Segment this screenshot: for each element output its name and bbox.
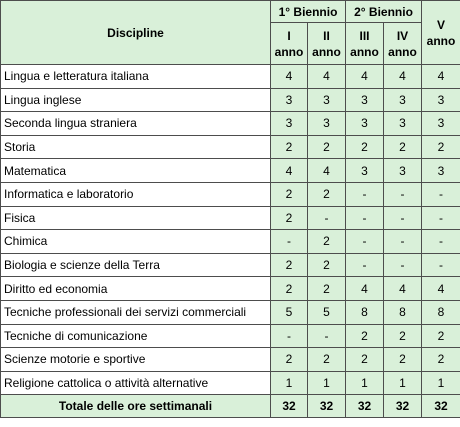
hours-cell: 1 xyxy=(422,371,460,395)
year-word: anno xyxy=(388,44,417,59)
year-roman: III xyxy=(359,28,370,43)
subject-name: Scienze motorie e sportive xyxy=(1,348,271,372)
hours-cell: 2 xyxy=(346,135,384,159)
hours-cell: 2 xyxy=(422,324,460,348)
hours-cell: 3 xyxy=(271,112,308,136)
hours-cell: 1 xyxy=(308,371,346,395)
table-row xyxy=(1,300,460,324)
hours-cell: 4 xyxy=(271,65,308,89)
hours-cell: 2 xyxy=(384,348,422,372)
total-value: 32 xyxy=(271,395,308,418)
year-5-roman: V xyxy=(436,17,445,32)
hours-cell: 2 xyxy=(308,230,346,254)
hours-cell: 8 xyxy=(422,300,460,324)
year-5-header xyxy=(422,1,460,65)
hours-cell: 3 xyxy=(422,159,460,183)
subject-name: Informatica e laboratorio xyxy=(1,182,271,206)
hours-cell: 4 xyxy=(271,159,308,183)
subject-name: Diritto ed economia xyxy=(1,277,271,301)
hours-cell: - xyxy=(346,253,384,277)
hours-cell: - xyxy=(384,206,422,230)
hours-cell: 2 xyxy=(308,135,346,159)
subject-name: Tecniche professionali dei servizi commerciali xyxy=(1,300,271,324)
hours-cell: 8 xyxy=(384,300,422,324)
year-word: anno xyxy=(312,44,341,59)
hours-cell: 1 xyxy=(346,371,384,395)
hours-cell: 2 xyxy=(308,182,346,206)
year-2-header xyxy=(308,23,346,65)
hours-cell: 1 xyxy=(271,371,308,395)
total-value: 32 xyxy=(308,395,346,418)
hours-cell: - xyxy=(384,230,422,254)
hours-cell: 2 xyxy=(346,348,384,372)
hours-cell: 4 xyxy=(308,159,346,183)
hours-cell: 3 xyxy=(308,88,346,112)
hours-cell: 5 xyxy=(271,300,308,324)
hours-cell: 2 xyxy=(271,206,308,230)
hours-cell: 2 xyxy=(308,277,346,301)
hours-cell: 1 xyxy=(384,371,422,395)
year-5-word: anno xyxy=(426,33,456,48)
total-value: 32 xyxy=(384,395,422,418)
hours-cell: - xyxy=(346,230,384,254)
hours-cell: 3 xyxy=(346,159,384,183)
hours-cell: 3 xyxy=(271,88,308,112)
hours-cell: 4 xyxy=(422,65,460,89)
hours-cell: - xyxy=(384,182,422,206)
year-4-header xyxy=(384,23,422,65)
table-row xyxy=(1,253,460,277)
hours-cell: 2 xyxy=(308,253,346,277)
year-3-header xyxy=(346,23,384,65)
hours-cell: - xyxy=(346,182,384,206)
hours-cell: 4 xyxy=(308,65,346,89)
hours-cell: 3 xyxy=(384,159,422,183)
hours-cell: - xyxy=(422,182,460,206)
table-row xyxy=(1,65,460,89)
hours-cell: 8 xyxy=(346,300,384,324)
table-row xyxy=(1,230,460,254)
hours-cell: 2 xyxy=(271,348,308,372)
discipline-header: Discipline xyxy=(1,1,271,65)
hours-cell: 2 xyxy=(271,182,308,206)
hours-cell: 3 xyxy=(346,112,384,136)
hours-cell: 2 xyxy=(422,348,460,372)
year-roman: IV xyxy=(396,28,409,43)
hours-cell: - xyxy=(422,230,460,254)
hours-cell: 2 xyxy=(384,135,422,159)
table-row xyxy=(1,324,460,348)
hours-cell: 4 xyxy=(346,65,384,89)
hours-cell: 4 xyxy=(384,277,422,301)
hours-cell: 3 xyxy=(308,112,346,136)
subject-name: Chimica xyxy=(1,230,271,254)
table-row xyxy=(1,159,460,183)
total-label: Totale delle ore settimanali xyxy=(1,395,271,418)
total-value: 32 xyxy=(346,395,384,418)
subject-name: Tecniche di comunicazione xyxy=(1,324,271,348)
hours-cell: 2 xyxy=(271,253,308,277)
hours-cell: - xyxy=(422,206,460,230)
hours-cell: - xyxy=(271,230,308,254)
subject-name: Seconda lingua straniera xyxy=(1,112,271,136)
year-1-header xyxy=(271,23,308,65)
year-roman: I xyxy=(287,28,291,43)
hours-cell: 4 xyxy=(384,65,422,89)
table-row xyxy=(1,206,460,230)
hours-cell: - xyxy=(346,206,384,230)
hours-cell: 3 xyxy=(384,112,422,136)
hours-cell: 4 xyxy=(346,277,384,301)
hours-cell: - xyxy=(271,324,308,348)
subject-name: Fisica xyxy=(1,206,271,230)
hours-cell: 3 xyxy=(422,112,460,136)
total-row xyxy=(1,395,460,418)
subject-name: Biologia e scienze della Terra xyxy=(1,253,271,277)
hours-cell: - xyxy=(308,324,346,348)
hours-cell: 2 xyxy=(271,277,308,301)
hours-cell: 3 xyxy=(384,88,422,112)
hours-cell: 2 xyxy=(308,348,346,372)
hours-cell: 2 xyxy=(346,324,384,348)
subject-name: Lingua inglese xyxy=(1,88,271,112)
subject-name: Storia xyxy=(1,135,271,159)
subject-name: Religione cattolica o attività alternative xyxy=(1,371,271,395)
table-row xyxy=(1,88,460,112)
table-row xyxy=(1,135,460,159)
year-word: anno xyxy=(274,44,304,59)
hours-cell: 2 xyxy=(271,135,308,159)
hours-cell: 3 xyxy=(346,88,384,112)
total-value: 32 xyxy=(422,395,460,418)
table-row xyxy=(1,348,460,372)
subject-name: Lingua e letteratura italiana xyxy=(1,65,271,89)
biennio-1-header: 1° Biennio xyxy=(271,1,346,23)
subject-name: Matematica xyxy=(1,159,271,183)
hours-cell: 2 xyxy=(384,324,422,348)
table-row xyxy=(1,371,460,395)
year-word: anno xyxy=(350,44,379,59)
year-roman: II xyxy=(323,28,330,43)
biennio-2-header: 2° Biennio xyxy=(346,1,422,23)
hours-cell: - xyxy=(422,253,460,277)
table-row xyxy=(1,112,460,136)
table-row xyxy=(1,182,460,206)
hours-cell: 2 xyxy=(422,135,460,159)
hours-cell: 5 xyxy=(308,300,346,324)
hours-cell: - xyxy=(308,206,346,230)
hours-cell: - xyxy=(384,253,422,277)
subject-rows xyxy=(1,65,460,395)
table-row xyxy=(1,277,460,301)
hours-cell: 3 xyxy=(422,88,460,112)
hours-cell: 4 xyxy=(422,277,460,301)
